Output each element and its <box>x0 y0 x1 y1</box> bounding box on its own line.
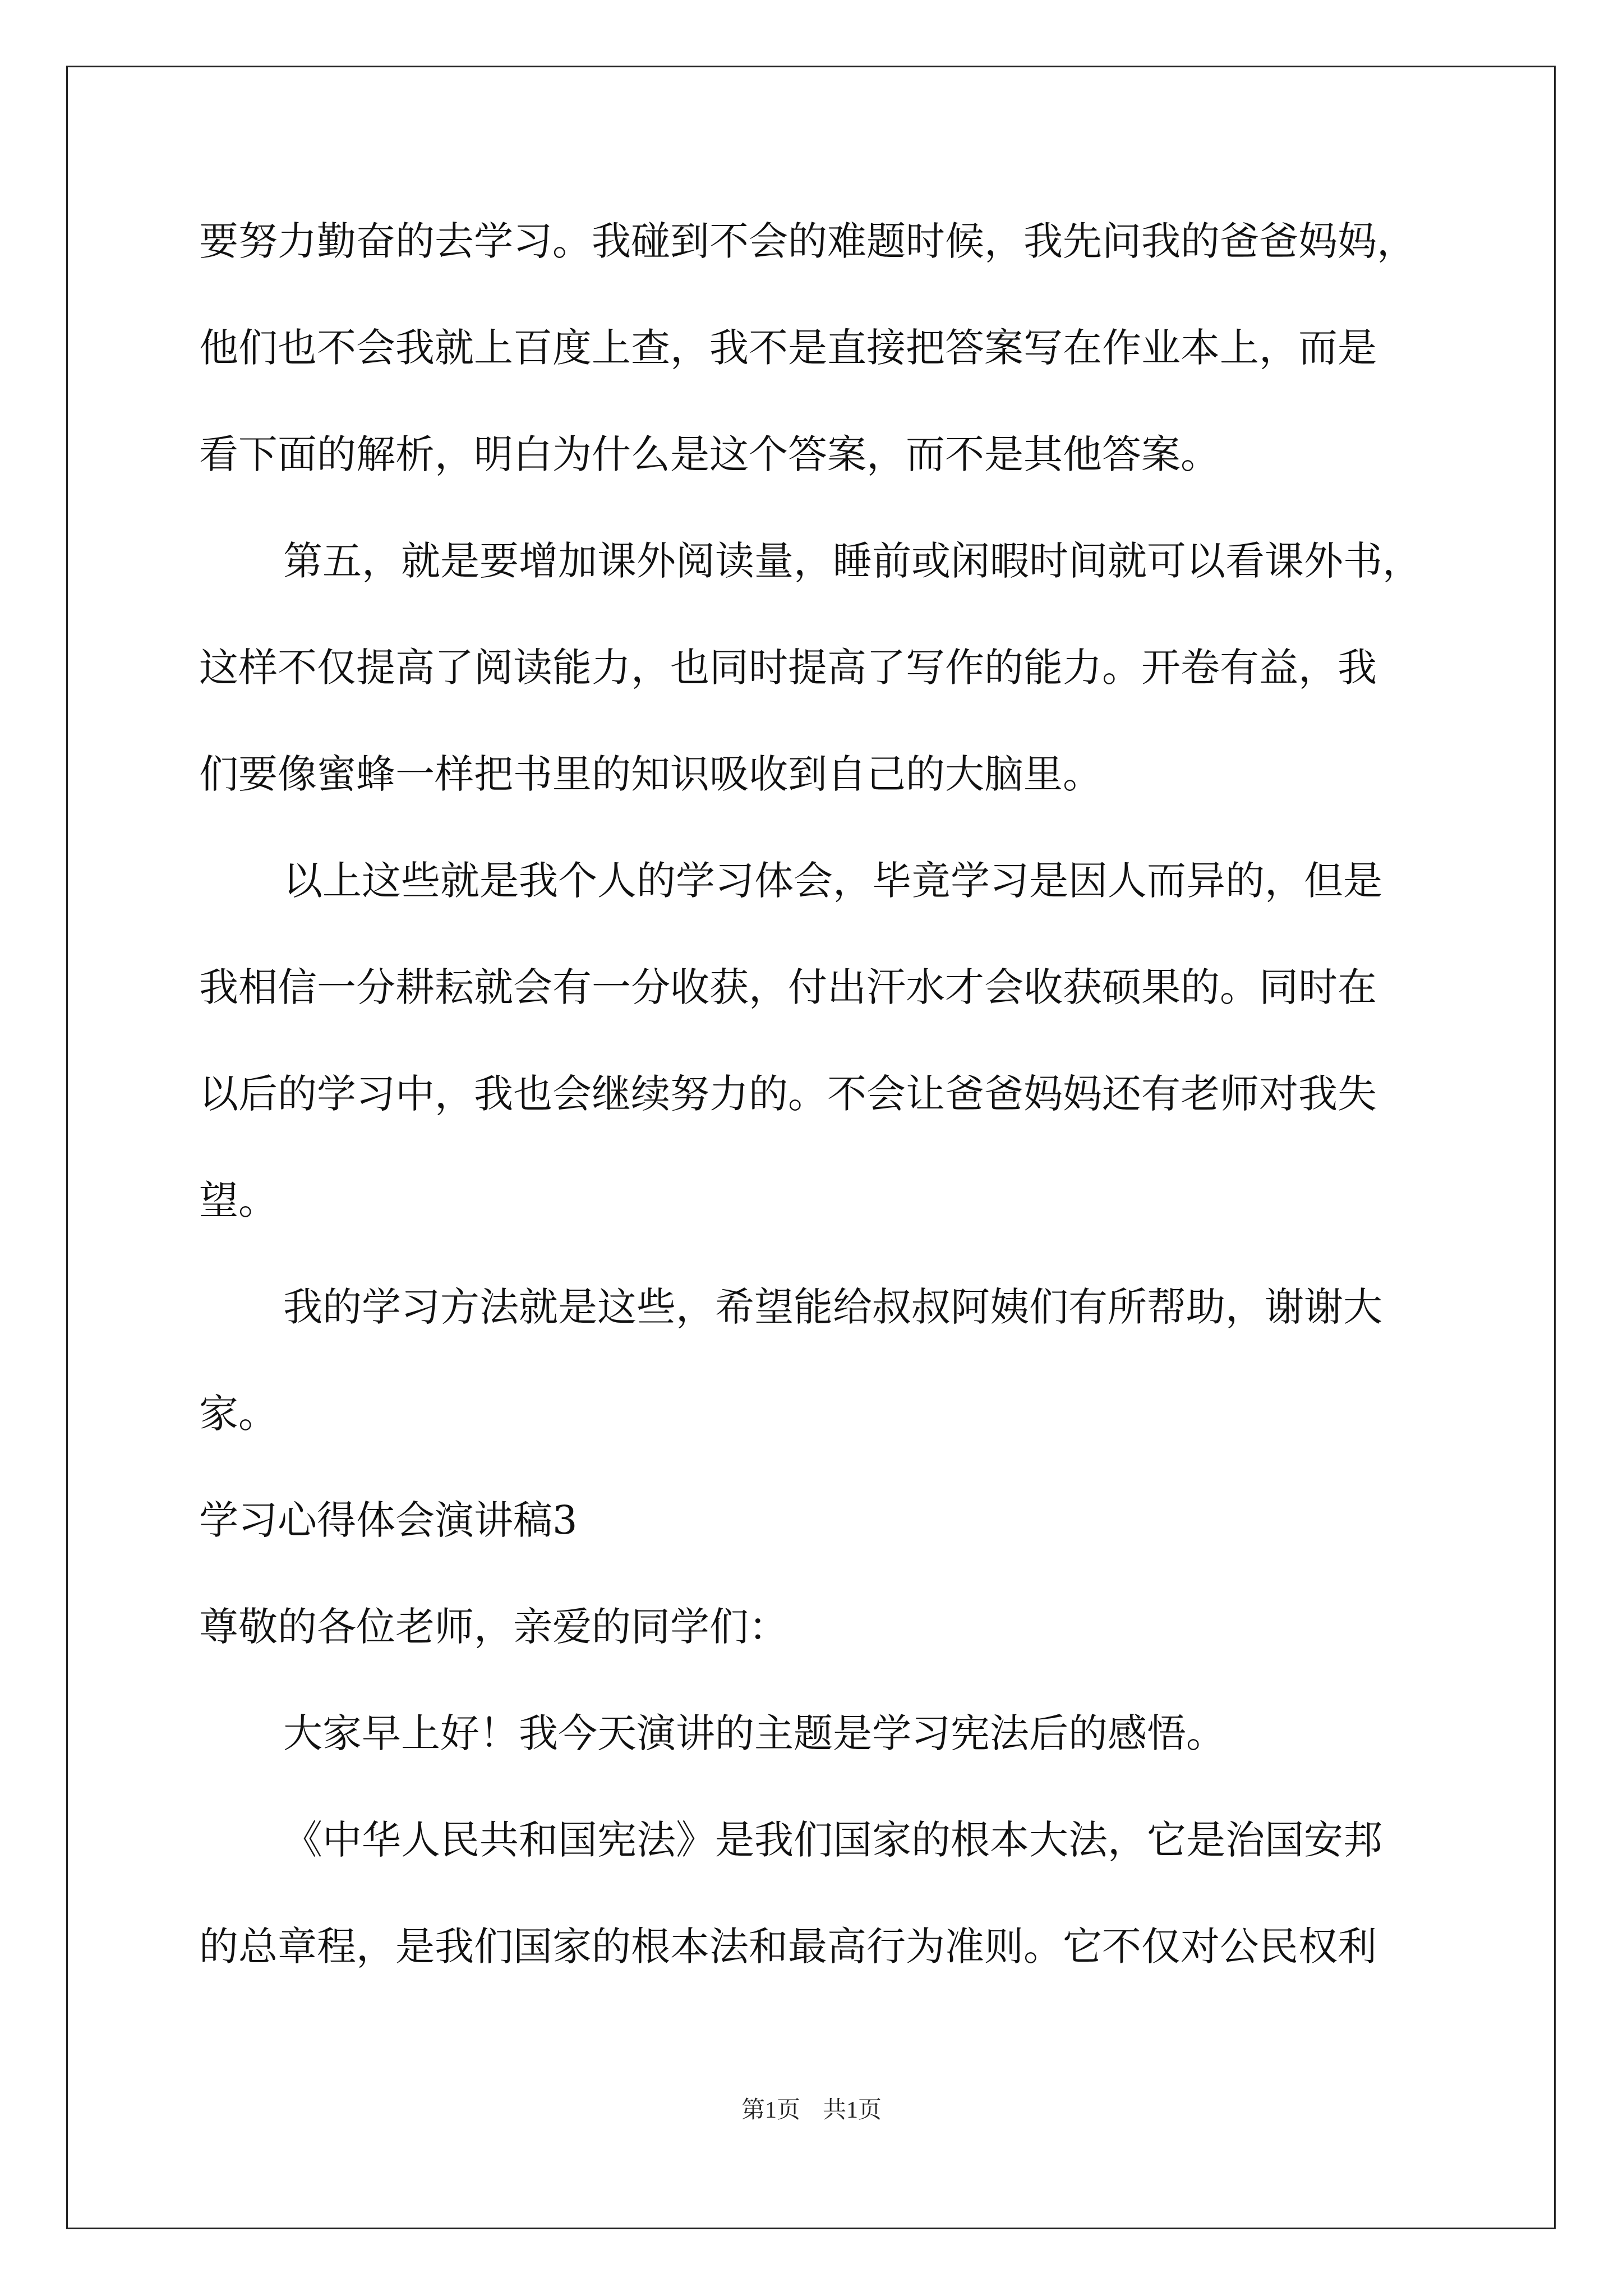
text-line: 我的学习方法就是这些，希望能给叔叔阿姨们有所帮助，谢谢大 <box>283 1284 1382 1330</box>
text-line: 以上这些就是我个人的学习体会，毕竟学习是因人而异的，但是 <box>283 858 1382 904</box>
text-line: 要努力勤奋的去学习。我碰到不会的难题时候，我先问我的爸爸妈妈， <box>199 218 1416 264</box>
page-number: 第1页 <box>741 2097 800 2123</box>
text-line: 《中华人民共和国宪法》是我们国家的根本大法，它是治国安邦 <box>283 1817 1382 1863</box>
text-line: 他们也不会我就上百度上查，我不是直接把答案写在作业本上，而是 <box>199 325 1377 371</box>
text-line: 第五，就是要增加课外阅读量，睡前或闲暇时间就可以看课外书， <box>283 538 1422 584</box>
text-line: 以后的学习中，我也会继续努力的。不会让爸爸妈妈还有老师对我失 <box>199 1071 1377 1117</box>
paragraph <box>199 1787 1433 2000</box>
text-line: 看下面的解析，明白为什么是这个答案，而不是其他答案。 <box>199 431 1220 477</box>
paragraph <box>199 827 1433 1254</box>
salutation: 尊敬的各位老师，亲爱的同学们： <box>199 1604 788 1650</box>
text-line: 这样不仅提高了阅读能力，也同时提高了写作的能力。开卷有益，我 <box>199 645 1377 691</box>
text-line: 大家早上好！我今天演讲的主题是学习宪法后的感悟。 <box>283 1710 1225 1756</box>
text-line: 我相信一分耕耘就会有一分收获，付出汗水才会收获硕果的。同时在 <box>199 964 1377 1010</box>
page-footer <box>0 2091 1623 2125</box>
paragraph <box>199 1254 1433 1467</box>
document-body <box>199 188 1433 2000</box>
text-line: 的总章程，是我们国家的根本法和最高行为准则。它不仅对公民权利 <box>199 1924 1377 1970</box>
paragraph <box>199 188 1433 508</box>
text-line: 们要像蜜蜂一样把书里的知识吸收到自己的大脑里。 <box>199 751 1102 797</box>
paragraph <box>199 508 1433 827</box>
text-line: 家。 <box>199 1391 278 1437</box>
paragraph <box>199 1680 1433 1787</box>
text-line: 望。 <box>199 1177 278 1223</box>
page-total: 共1页 <box>823 2097 882 2123</box>
section-title: 学习心得体会演讲稿3 <box>199 1497 578 1543</box>
